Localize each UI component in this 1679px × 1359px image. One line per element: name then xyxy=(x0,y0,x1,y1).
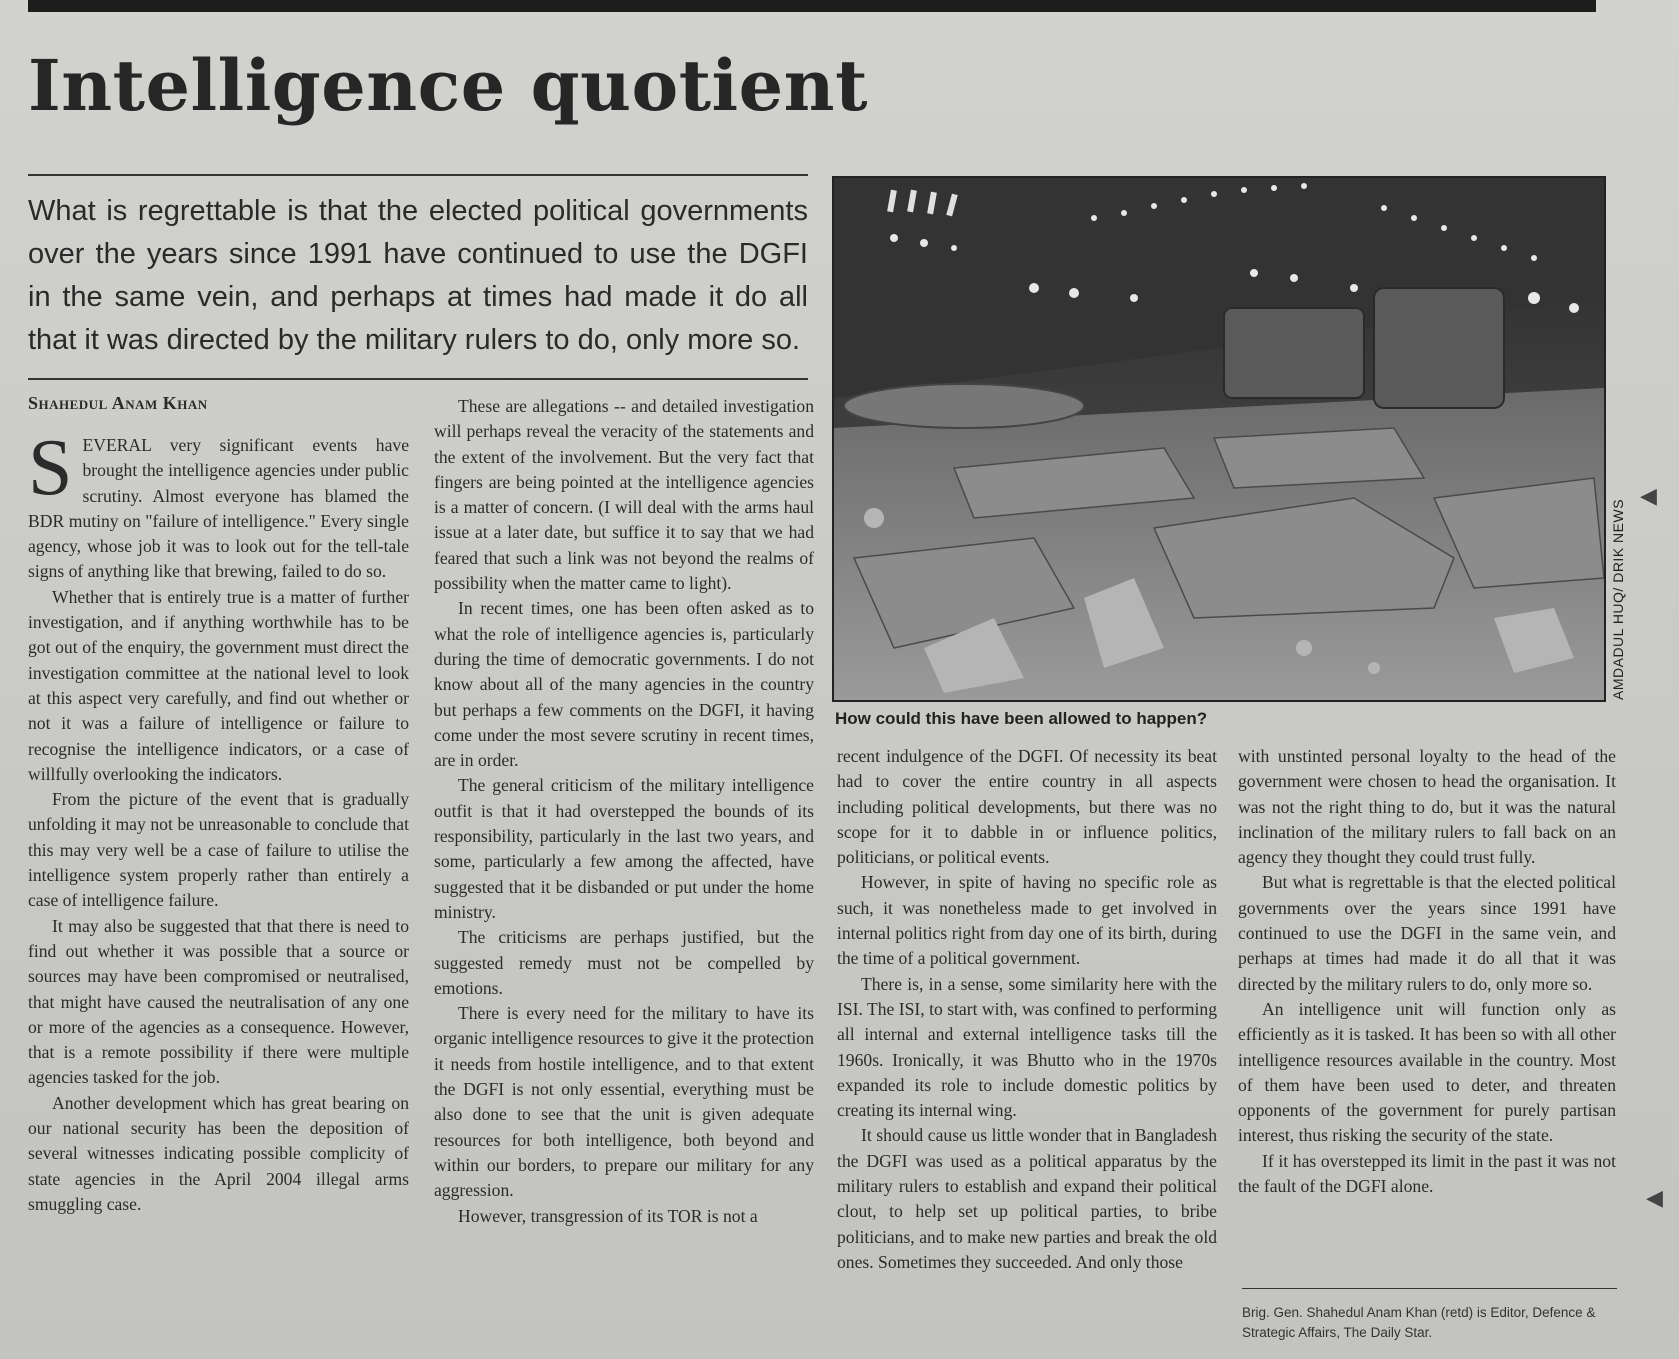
drop-cap: S xyxy=(28,424,73,512)
byline: Shahedul Anam Khan xyxy=(28,393,208,413)
photo-caption: How could this have been allowed to happen? xyxy=(835,709,1208,728)
photo-credit-text: AMDADUL HUQ/ DRIK NEWS xyxy=(1610,498,1626,700)
margin-mark-icon: ◀ xyxy=(1640,484,1657,509)
pull-quote-top-rule xyxy=(28,174,808,176)
paragraph: Another development which has great bearing on our national security has been the deposition of several witnesses indicating possible complicity of state agencies in the April 2004 illegal arms smuggling case. xyxy=(28,1092,409,1214)
paragraph: Whether that is entirely true is a matter of further investigation, and if anything worthwhile has to be got out of the enquiry, the government must direct the investigation committee at the national level to look at this aspect very carefully, and find out whether or not it was a failure of intelligence or failure to recognise the intelligence indicators, or a case of willfully overlooking the indicators. xyxy=(28,586,409,784)
photo-credit xyxy=(1610,470,1630,700)
paragraph: There is, in a sense, some similarity here with the ISI. The ISI, to start with, was confined to performing all internal and external intelligence tasks till the 1960s. Ironically, it was Bhutto who in the 1970s expanded its role to include domestic politics by creating its internal wing. xyxy=(837,973,1217,1121)
paragraph: There is every need for the military to have its organic intelligence resources to give it the protection it needs from hostile intelligence, and to that extent the DGFI is not only essential, everything must be also done to see that the unit is given adequate resources for both intelligence, both beyond and within our borders, to prepare our military for any aggression. xyxy=(434,1003,814,1201)
pull-quote-bottom-rule xyxy=(28,378,808,380)
article-column-3 xyxy=(837,744,1217,1275)
author-note: Brig. Gen. Shahedul Anam Khan (retd) is Editor, Defence & Strategic Affairs, The Daily Star. xyxy=(1242,1305,1596,1340)
paragraph: If it has overstepped its limit in the past it was not the fault of the DGFI alone. xyxy=(1238,1150,1616,1197)
paragraph: The criticisms are perhaps justified, but the suggested remedy must not be compelled by emotions. xyxy=(434,927,814,998)
paragraph: It should cause us little wonder that in Bangladesh the DGFI was used as a political apparatus by the military rulers to establish and expand their political clout, to help set up political parties, to bribe politicians, and to make new parties and break the old ones. Sometimes they succeeded. And only those xyxy=(837,1125,1217,1272)
paragraph: But what is regrettable is that the elected political governments over the years since 1991 have continued to use the DGFI in the same vein, and perhaps at times had made it do all that it was directed by the military rulers to do, only more so. xyxy=(1238,872,1616,994)
paragraph: These are allegations -- and detailed investigation will perhaps reveal the veracity of the statements and the extent of the involvement. But the very fact that fingers are being pointed at the intelligence agencies is a matter of concern. (I will deal with the arms haul issue at a later date, but suffice it to say that we had feared that such a link was not beyond the realms of possibility when the matter came to light). xyxy=(434,396,814,594)
paragraph: From the picture of the event that is gradually unfolding it may not be unreasonable to conclude that this may very well be a case of failure to utilise the intelligence system properly rather than entirely a case of intelligence failure. xyxy=(28,789,409,911)
paragraph: It may also be suggested that that there is need to find out whether it was possible that a source or sources may have been compromised or neutralised, that might have caused the neutralisation of any one or more of the agencies as a consequence. However, that is a remote possibility if there were multiple agencies tasked for the job. xyxy=(28,915,409,1088)
paragraph: The general criticism of the military intelligence outfit is that it had overstepped the bounds of its responsibility, particularly in the last two years, and some, particularly a few among the affected, have suggested that it be disbanded or put under the home ministry. xyxy=(434,775,814,922)
paragraph: An intelligence unit will function only as efficiently as it is tasked. It has been so with all other intelligence resources available in the country. Most of them have been used to deter, and threaten opponents of the government for purely partisan interest, thus risking the security of the state. xyxy=(1238,998,1616,1146)
paragraph: However, transgression of its TOR is not a xyxy=(458,1205,758,1226)
margin-mark-icon: ◀ xyxy=(1646,1186,1663,1211)
debris-hall-image xyxy=(834,178,1604,700)
paragraph-text: EVERAL very significant events have brought the intelligence agencies under public scrutiny. Almost everyone has blamed the BDR mutiny on "failure of intelligence." Every single agency, whose job it was to look out for the tell-tale signs of anything like that brewing, failed to do so. xyxy=(28,435,409,582)
top-rule xyxy=(28,0,1596,12)
paragraph: In recent times, one has been often asked as to what the role of intelligence agencies is, particularly during the time of democratic governments. I do not know about all of the many agencies in the country but perhaps a few comments on the DGFI, it having come under the most severe scrutiny in recent times, are in order. xyxy=(434,598,814,771)
news-photo xyxy=(832,176,1606,702)
author-note-rule xyxy=(1242,1288,1617,1289)
pull-quote: What is regrettable is that the elected political governments over the years since 1991 have continued to use the DGFI in the same vein, and perhaps at times had made it do all that it was directed by the military rulers to do, only more so. xyxy=(28,195,808,356)
paragraph: However, in spite of having no specific role as such, it was nonetheless made to get involved in internal politics right from day one of its birth, during the time of a political government. xyxy=(837,872,1217,969)
article-column-1 xyxy=(28,424,409,1217)
paragraph: with unstinted personal loyalty to the head of the government were chosen to head the organisation. It was not the right thing to do, but it was the natural inclination of the military rulers to fall back on an agency they thought they could trust fully. xyxy=(1238,746,1616,868)
article-column-4 xyxy=(1238,744,1616,1199)
paragraph xyxy=(28,424,409,585)
article-column-2 xyxy=(434,394,814,1229)
paragraph: recent indulgence of the DGFI. Of necessity its beat had to cover the entire country in all aspects including political developments, but there was no scope for it to dabble in or influence politics, politicians, or political events. xyxy=(837,746,1217,868)
headline: Intelligence quotient xyxy=(28,44,868,127)
